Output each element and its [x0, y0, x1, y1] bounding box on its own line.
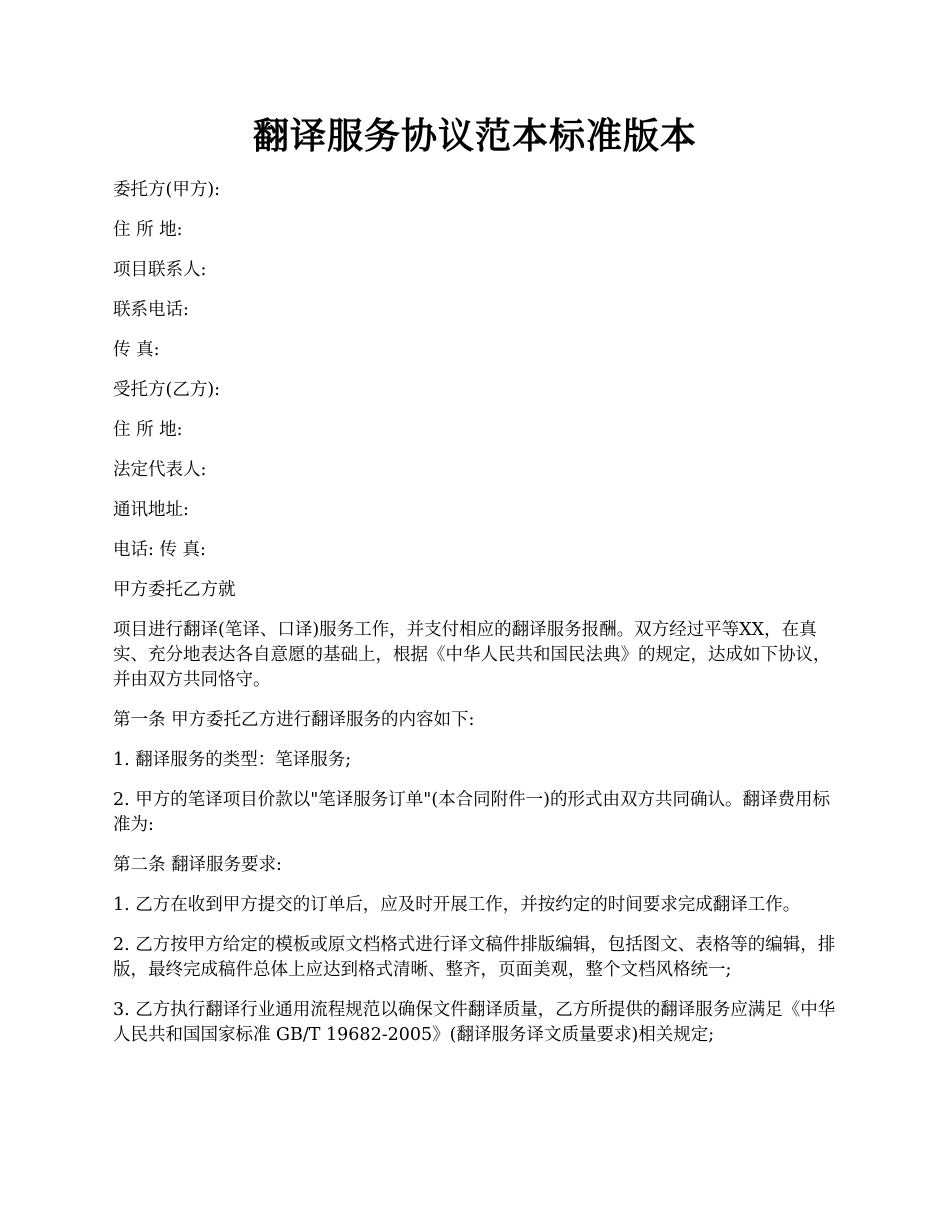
paragraph-client-party: 委托方(甲方):	[113, 180, 221, 200]
paragraph-article-one-item-2: 2. 甲方的笔译项目价款以"笔译服务订单"(本合同附件一)的形式由双方共同确认。翻译费用标准为:	[113, 790, 831, 835]
paragraph-commission-intro: 甲方委托乙方就	[113, 580, 236, 600]
paragraph-article-one: 第一条 甲方委托乙方进行翻译服务的内容如下:	[113, 710, 475, 730]
paragraph-contractor-address: 住 所 地:	[113, 420, 183, 440]
paragraph-project-contact: 项目联系人:	[113, 260, 207, 280]
paragraph-article-two: 第二条 翻译服务要求:	[113, 855, 282, 875]
paragraph-contact-phone: 联系电话:	[113, 300, 189, 320]
document-title: 翻译服务协议范本标准版本	[252, 115, 697, 157]
paragraph-mailing-address: 通讯地址:	[113, 500, 189, 520]
paragraph-article-two-item-2: 2. 乙方按甲方给定的模板或原文档格式进行译文稿件排版编辑，包括图文、表格等的编辑，排版，最终完成稿件总体上应达到格式清晰、整齐，页面美观，整个文档风格统一;	[113, 935, 836, 980]
document-body	[113, 178, 843, 1063]
paragraph-article-one-item-1: 1. 翻译服务的类型：笔译服务;	[113, 750, 352, 770]
paragraph-legal-representative: 法定代表人:	[113, 460, 207, 480]
paragraph-client-fax: 传 真:	[113, 340, 160, 360]
paragraph-article-two-item-1: 1. 乙方在收到甲方提交的订单后，应及时开展工作，并按约定的时间要求完成翻译工作。	[113, 895, 801, 915]
paragraph-article-two-item-3: 3. 乙方执行翻译行业通用流程规范以确保文件翻译质量，乙方所提供的翻译服务应满足《中华人民共和国国家标准 GB/T 19682-2005》(翻译服务译文质量要求)相关规定;	[113, 1000, 836, 1045]
paragraph-client-address: 住 所 地:	[113, 220, 183, 240]
paragraph-agreement-preamble: 项目进行翻译(笔译、口译)服务工作，并支付相应的翻译服务报酬。双方经过平等XX，在真实、充分地表达各自意愿的基础上，根据《中华人民共和国民法典》的规定，达成如下协议， 并由双方共同恪守。	[113, 620, 831, 690]
paragraph-phone-fax: 电话: 传 真:	[113, 540, 206, 560]
paragraph-contractor-party: 受托方(乙方):	[113, 380, 221, 400]
